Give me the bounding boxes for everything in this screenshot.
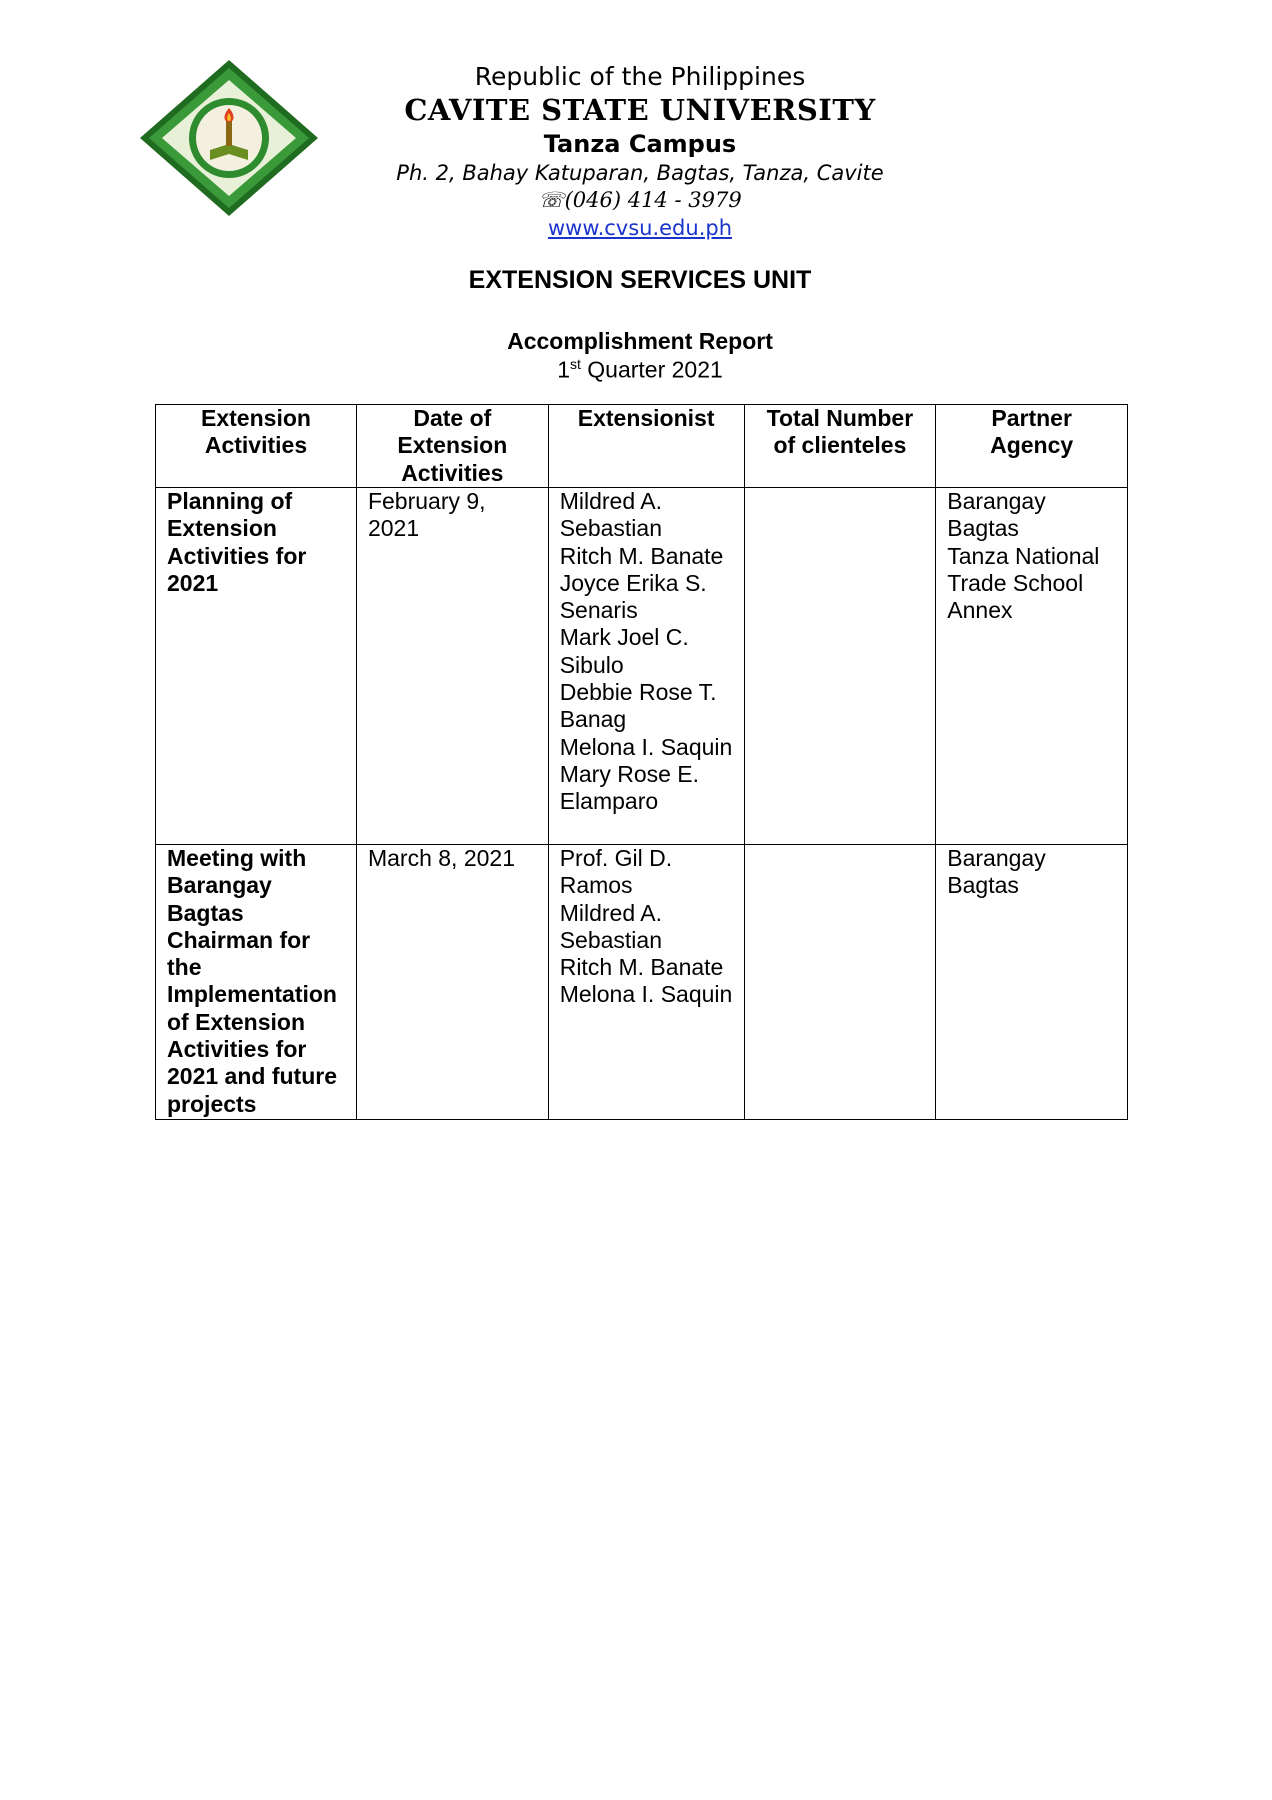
- activity-cell: Planning of Extension Activities for 2021: [156, 488, 357, 845]
- university-name: CAVITE STATE UNIVERSITY: [404, 93, 876, 127]
- extensionist-name: Debbie Rose T. Banag: [559, 679, 717, 733]
- date-cell: February 9, 2021: [356, 488, 548, 845]
- unit-title: EXTENSION SERVICES UNIT: [468, 266, 812, 294]
- table-row: [156, 845, 1128, 1120]
- phone-number: (046) 414 - 3979: [564, 188, 742, 212]
- extensionist-cell: [548, 488, 744, 845]
- table-row: [156, 488, 1128, 845]
- extensionist-name: Melona I. Saquin: [559, 733, 733, 760]
- clienteles-cell: [744, 845, 936, 1120]
- column-header: Extensionist: [548, 405, 744, 488]
- extensionist-name: Prof. Gil D. Ramos: [559, 845, 673, 899]
- extensionist-name: Joyce Erika S. Senaris: [559, 569, 707, 624]
- clienteles-cell: [744, 488, 936, 845]
- republic-line: Republic of the Philippines: [474, 62, 806, 91]
- partner-name: Barangay Bagtas: [947, 488, 1046, 542]
- partner-name: Tanza National Trade School Annex: [947, 542, 1100, 624]
- extensionist-name: Ritch M. Banate: [559, 542, 724, 569]
- campus-name: Tanza Campus: [543, 130, 737, 158]
- extensionist-name: Mildred A. Sebastian: [559, 488, 663, 542]
- partner-cell: [936, 845, 1128, 1120]
- column-header: Extension Activities: [156, 405, 357, 488]
- accomplishment-table: [155, 404, 1128, 1120]
- report-quarter: [340, 356, 940, 384]
- university-seal-logo: [138, 58, 320, 218]
- report-title: Accomplishment Report: [507, 328, 773, 354]
- table-header-row: [156, 405, 1128, 488]
- column-header: Date of Extension Activities: [356, 405, 548, 488]
- campus-address: Ph. 2, Bahay Katuparan, Bagtas, Tanza, Cavite: [396, 161, 884, 185]
- phone-line: [340, 187, 940, 214]
- extensionist-name: Mary Rose E. Elamparo: [559, 760, 700, 815]
- extensionist-cell: [548, 845, 744, 1120]
- activity-cell: Meeting with Barangay Bagtas Chairman for the Implementation of Extension Activities for 2021 and future projects: [156, 845, 357, 1120]
- extensionist-name: Mark Joel C. Sibulo: [559, 624, 689, 678]
- website-link[interactable]: www.cvsu.edu.ph: [547, 216, 733, 240]
- quarter-label: Quarter 2021: [580, 356, 723, 383]
- partner-name: Barangay Bagtas: [947, 845, 1046, 899]
- extensionist-name: Mildred A. Sebastian: [559, 899, 663, 953]
- partner-cell: [936, 488, 1128, 845]
- column-header: Total Number of clienteles: [744, 405, 936, 488]
- extensionist-name: Ritch M. Banate: [559, 954, 724, 981]
- quarter-number: 1: [557, 356, 570, 383]
- extensionist-name: Melona I. Saquin: [559, 981, 733, 1008]
- quarter-ordinal: st: [569, 356, 581, 372]
- column-header: Partner Agency: [936, 405, 1128, 488]
- telephone-icon: ☏: [538, 188, 565, 212]
- letterhead: [340, 62, 940, 242]
- date-cell: March 8, 2021: [356, 845, 548, 1120]
